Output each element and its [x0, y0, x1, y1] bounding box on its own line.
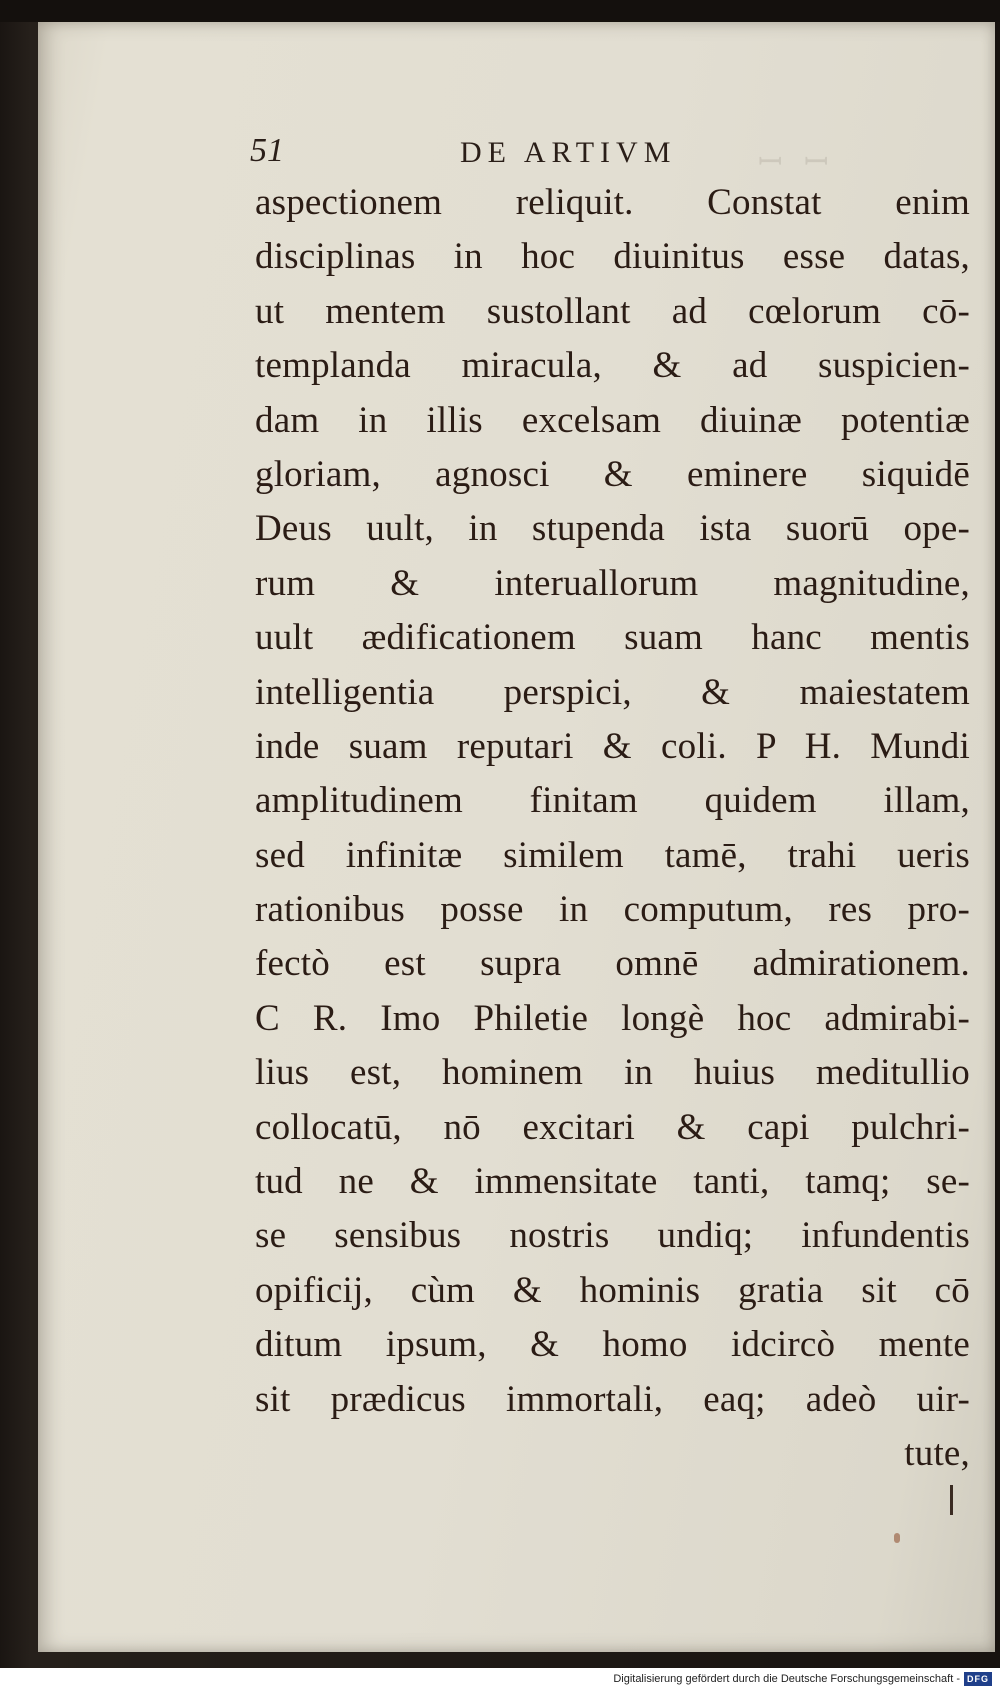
text-line: tud ne & immensitate tanti, tamq; se-	[255, 1161, 970, 1203]
paper-stain	[894, 1533, 900, 1543]
show-through-header: ꟷ ꟷ	[758, 145, 835, 180]
text-line: fectò est supra omnē admirationem.	[255, 943, 970, 985]
margin-mark	[950, 1485, 953, 1515]
text-line: intelligentia perspici, & maiestatem	[255, 671, 970, 713]
text-line: amplitudinem finitam quidem illam,	[255, 780, 970, 822]
page-number: 51	[250, 132, 284, 169]
dfg-logo: DFG	[964, 1672, 992, 1686]
text-line: rationibus posse in computum, res pro-	[255, 889, 970, 931]
text-line: gloriam, agnosci & eminere siquidē	[255, 453, 970, 495]
text-line: C R. Imo Philetie longè hoc admirabi-	[255, 997, 970, 1039]
funding-credit: Digitalisierung gefördert durch die Deutsche Forschungsgemeinschaft -	[613, 1673, 960, 1685]
book-top-edge	[0, 0, 1000, 22]
text-line: sed infinitæ similem tamē, trahi ueris	[255, 834, 970, 876]
text-line: opificij, cùm & hominis gratia sit cō	[255, 1269, 970, 1311]
text-line: rum & interuallorum magnitudine,	[255, 562, 970, 604]
text-line: lius est, hominem in huius meditullio	[255, 1052, 970, 1094]
text-line: dam in illis excelsam diuinæ potentiæ	[255, 399, 970, 441]
page-header	[250, 132, 770, 176]
text-line: disciplinas in hoc diuinitus esse datas,	[255, 236, 970, 278]
catchword: tute,	[904, 1432, 970, 1474]
text-line: Deus uult, in stupenda ista suorū ope-	[255, 508, 970, 550]
text-line: ut mentem sustollant ad cœlorum cō-	[255, 290, 970, 332]
text-line: collocatū, nō excitari & capi pulchri-	[255, 1106, 970, 1148]
text-line: uult ædificationem suam hanc mentis	[255, 617, 970, 659]
running-title: DE ARTIVM	[460, 136, 677, 169]
text-line: se sensibus nostris undiq; infundentis	[255, 1215, 970, 1257]
body-text	[255, 176, 970, 1481]
text-line: aspectionem reliquit. Constat enim	[255, 182, 970, 223]
text-line: inde suam reputari & coli. P H. Mundi	[255, 725, 970, 767]
digitization-footer	[0, 1668, 1000, 1695]
text-line: templanda miracula, & ad suspicien-	[255, 345, 970, 387]
text-line: ditum ipsum, & homo idcircò mente	[255, 1324, 970, 1366]
text-line: sit prædicus immortali, eaq; adeò uir-	[255, 1378, 970, 1420]
